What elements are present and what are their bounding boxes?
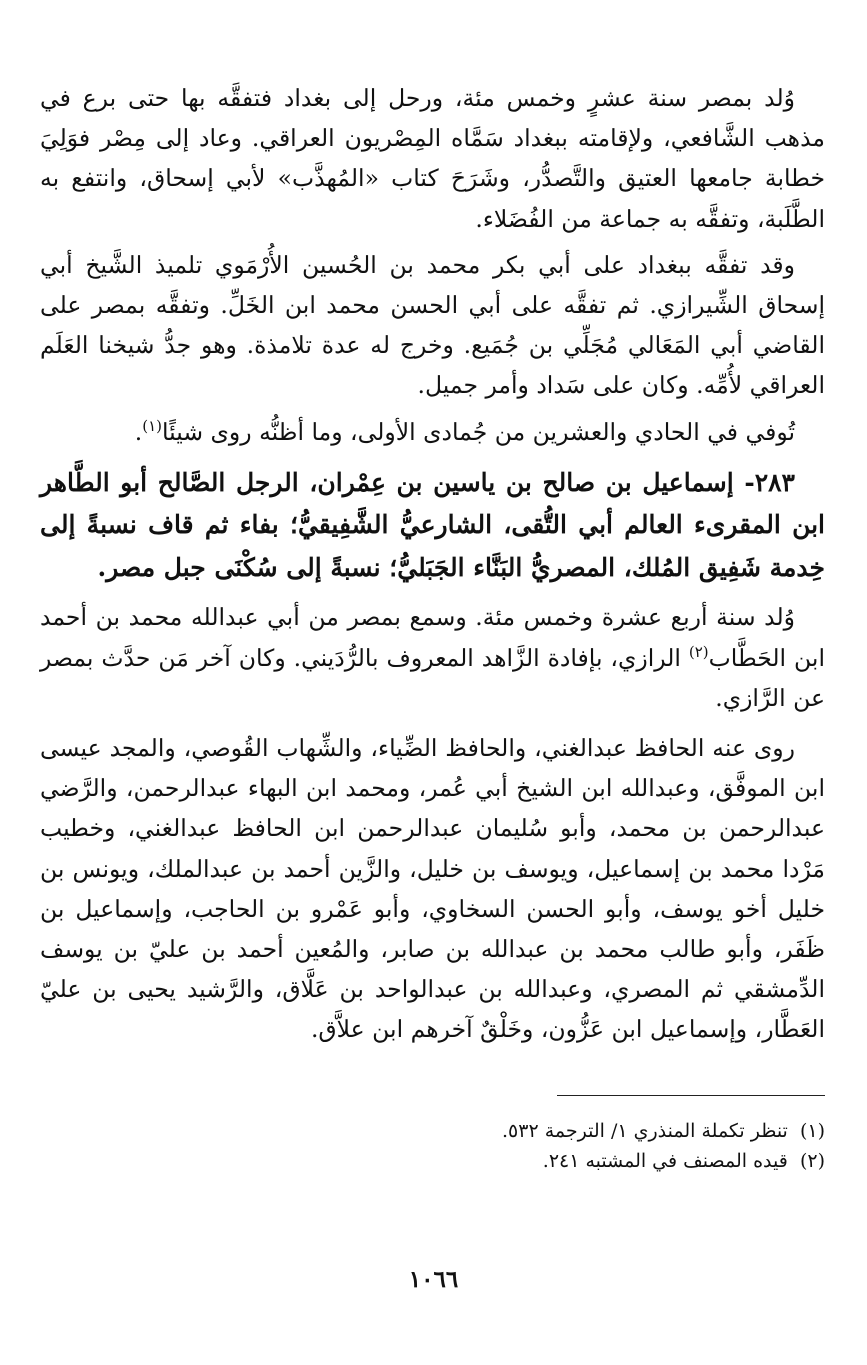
- footnote-number: (٢): [799, 1149, 825, 1172]
- footnote-ref-2[interactable]: (٢): [688, 642, 709, 661]
- body-paragraph-death: [40, 412, 825, 452]
- footnote-ref-1[interactable]: (١): [142, 416, 162, 435]
- entry-birth-text-a: وُلد سنة أربع عشرة وخمس مئة. وسمع بمصر من أبي عبدالله محمد بن أحمد ابن الحَطَّاب: [40, 603, 825, 672]
- footnote-text: تنظر تكملة المنذري ١/ الترجمة ٥٣٢.: [502, 1119, 788, 1142]
- footnote-number: (١): [799, 1119, 825, 1142]
- entry-birth-text-b: الرازي، بإفادة الزَّاهد المعروف بالرُّدَيني. وكان آخر مَن حدَّث بمصر عن الرَّازي.: [40, 643, 825, 712]
- death-end: .: [134, 417, 143, 446]
- footnote-divider: [557, 1095, 825, 1096]
- footnote-1: [40, 1116, 825, 1146]
- body-paragraph-teachers: وقد تفقَّه ببغداد على أبي بكر محمد بن الحُسين الأُرْمَوي تلميذ الشَّيخ أبي إسحاق الشِّيرازي. ثم تفقَّه على أبي الحسن محمد ابن الخَلِّ. وتفقَّه بمصر على القاضي أبي المَعَالي مُجَلِّي بن جُمَيع. وخرج له عدة تلامذة. وهو جدُّ شيخنا العَلَم العراقي لأُمِّه. وكان على سَداد وأمر جميل.: [40, 250, 825, 400]
- footnotes: [40, 1116, 825, 1176]
- body-paragraph-entry-birth: [40, 597, 825, 718]
- body-paragraph-birth: وُلد بمصر سنة عشرٍ وخمس مئة، ورحل إلى بغداد فتفقَّه بها حتى برع في مذهب الشَّافعي، ولإقامته ببغداد سَمَّاه المِصْريون العراقي. وعاد إلى مِصْر فوَلِيَ خطابة جامعها العتيق والتَّصدُّر، وشَرَحَ كتاب «المُهذَّب» لأبي إسحاق، وانتفع به الطَّلَبة، وتفقَّه به جماعة من الفُضَلاء.: [40, 84, 826, 233]
- biography-entry-heading: ٢٨٣- إسماعيل بن صالح بن ياسين بن عِمْران، الرجل الصَّالح أبو الطَّاهر ابن المقرىء العالم أبي التُّقى، الشارعيُّ الشَّفِيقيُّ؛ بفاء ثم قاف نسبةً إلى خِدمة شَفِيق المُلك، المصريُّ البَنَّاء الجَبَليُّ؛ نسبةً إلى سُكْنَى جبل مصر.: [40, 467, 825, 582]
- footnote-2: [40, 1146, 825, 1176]
- death-text: تُوفي في الحادي والعشرين من جُمادى الأولى، وما أظنُّه روى شيئًا: [162, 417, 795, 446]
- footnote-text: قيده المصنف في المشتبه ٢٤١.: [542, 1149, 788, 1172]
- page-number: ١٠٦٦: [408, 1266, 459, 1293]
- body-paragraph-students: روى عنه الحافظ عبدالغني، والحافظ الضِّياء، والشِّهاب القُوصي، والمجد عيسى ابن الموفَّق، وعبدالله ابن الشيخ أبي عُمر، ومحمد ابن البهاء عبدالرحمن، والرَّضي عبدالرحمن بن محمد، وأبو سُليمان عبدالرحمن ابن الحافظ عبدالغني، وخطيب مَرْدا محمد بن إسماعيل، ويوسف بن خليل، والزَّين أحمد بن عبدالملك، ويونس بن خليل أخو يوسف، وأبو الحسن السخاوي، وأبو عَمْرو بن الحاجب، وإسماعيل بن ظَفَر، وأبو طالب محمد بن عبدالله بن صابر، والمُعين أحمد بن عليّ بن يوسف الدِّمشقي ثم المصري، وعبدالله بن عبدالواحد بن عَلَّاق، والرَّشيد يحيى بن عليّ العَطَّار، وإسماعيل ابن عَزُّون، وخَلْقٌ آخرهم ابن علاَّق.: [40, 733, 825, 1044]
